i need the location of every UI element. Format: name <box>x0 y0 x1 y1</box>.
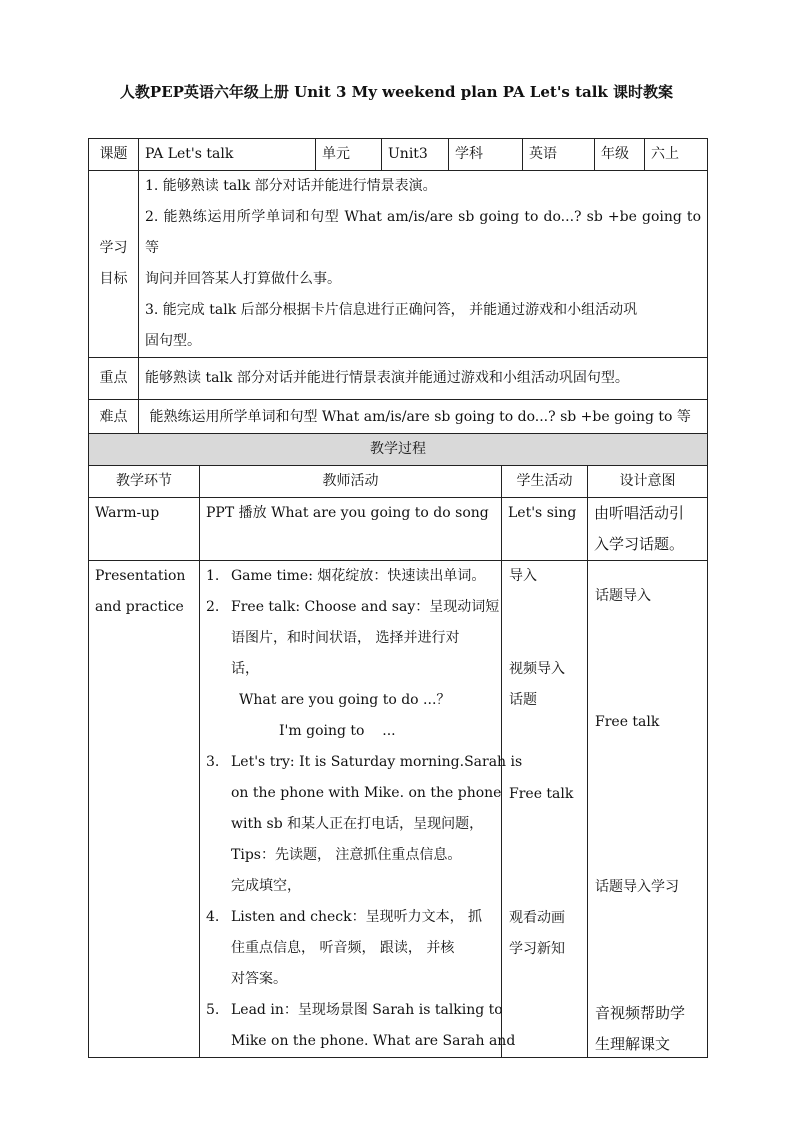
header-row <box>89 139 708 171</box>
presentation-intent <box>588 561 708 1058</box>
process-header: 教学过程 <box>89 434 708 466</box>
grade-label: 年级 <box>595 139 645 171</box>
intent-i4-line1: 音视频帮助学 <box>595 1004 686 1022</box>
item-line: I'm going to ... <box>279 723 396 739</box>
plan-info-table <box>88 138 708 465</box>
item-line: Mike on the phone. What are Sarah and <box>231 1033 516 1049</box>
teacher-activity-item <box>206 716 495 747</box>
objectives-label-line1: 学习 <box>99 240 128 256</box>
item-line: 住重点信息， 听音频， 跟读， 并核 <box>231 940 455 956</box>
item-number: 3. <box>206 754 220 770</box>
warmup-intent-line2: 入学习话题。 <box>594 535 685 553</box>
unit-label: 单元 <box>316 139 382 171</box>
item-line: 完成填空， <box>231 878 301 894</box>
item-line: Lead in：呈现场景图 Sarah is talking to <box>231 1002 503 1018</box>
document-title: 人教PEP英语六年级上册 Unit 3 My weekend plan PA Let's talk 课时教案 <box>119 83 674 101</box>
teacher-activity-item <box>206 561 495 592</box>
presentation-student <box>502 561 588 1058</box>
presentation-stage <box>89 561 200 1058</box>
objective-line: 询问并回答某人打算做什么事。 <box>145 271 341 287</box>
key-point-row <box>89 358 708 400</box>
item-number: 4. <box>206 909 220 925</box>
student-s2-line1: 视频导入 <box>509 661 565 677</box>
presentation-stage-line1: Presentation <box>95 568 186 584</box>
objectives-label-line2: 目标 <box>99 271 128 287</box>
item-line: 语图片，和时间状语， 选择并进行对 <box>231 630 460 646</box>
student-s2-line2: 话题 <box>509 692 537 708</box>
warmup-intent <box>588 498 708 561</box>
intent-i3: 话题导入学习 <box>595 879 679 895</box>
process-header-row <box>89 434 708 466</box>
intent-i1: 话题导入 <box>595 588 651 604</box>
item-line: What are you going to do ...？ <box>239 692 451 708</box>
teacher-activity-item <box>206 747 523 902</box>
objective-line: 1. 能够熟读 talk 部分对话并能进行情景表演。 <box>145 178 437 194</box>
grade-value: 六上 <box>645 139 708 171</box>
col-student: 学生活动 <box>502 466 588 498</box>
warmup-intent-line1: 由听唱活动引 <box>594 504 685 522</box>
difficulty-line: 能熟练运用所学单词和句型 What am/is/are sb going to do...? sb +be going to 等 <box>145 409 691 425</box>
item-line: on the phone with Mike. on the phone <box>231 785 502 801</box>
student-s4-line2: 学习新知 <box>509 941 565 957</box>
item-line: Listen and check：呈现听力文本， 抓 <box>231 909 483 925</box>
item-number: 1. <box>206 568 220 584</box>
teacher-activity-item <box>206 592 500 685</box>
key-point-text: 能够熟读 talk 部分对话并能进行情景表演并能通过游戏和小组活动巩固句型。 <box>139 358 708 400</box>
student-s1: 导入 <box>509 568 537 584</box>
warmup-teacher: PPT 播放 What are you going to do song <box>200 498 502 561</box>
presentation-row <box>89 561 708 1058</box>
objective-line: 固句型。 <box>145 333 201 349</box>
objectives-label <box>89 171 139 358</box>
intent-i4-line2: 生理解课文 <box>595 1035 671 1053</box>
item-line: 话， <box>231 661 259 677</box>
teacher-activity-item <box>206 995 516 1057</box>
col-teacher: 教师活动 <box>200 466 502 498</box>
column-header-row <box>89 466 708 498</box>
presentation-stage-line2: and practice <box>95 599 184 615</box>
warmup-row <box>89 498 708 561</box>
student-s4-line1: 观看动画 <box>509 910 565 926</box>
process-table <box>88 433 708 1058</box>
topic-value: PA Let's talk <box>139 139 316 171</box>
item-line: with sb 和某人正在打电话，呈现问题， <box>231 816 484 832</box>
teacher-activity-item <box>206 902 495 995</box>
unit-value: Unit3 <box>382 139 449 171</box>
student-s3: Free talk <box>509 786 574 802</box>
objectives-row <box>89 171 708 358</box>
difficulty-label: 难点 <box>89 400 139 465</box>
item-line: Tips：先读题， 注意抓住重点信息。 <box>231 847 462 863</box>
warmup-stage: Warm-up <box>89 498 200 561</box>
item-line: Let's try: It is Saturday morning.Sarah is <box>231 754 523 770</box>
objectives-content <box>139 171 708 358</box>
col-stage: 教学环节 <box>89 466 200 498</box>
item-line: Game time: 烟花绽放：快速读出单词。 <box>231 568 486 584</box>
subject-value: 英语 <box>523 139 595 171</box>
col-intent: 设计意图 <box>588 466 708 498</box>
key-point-label: 重点 <box>89 358 139 400</box>
item-number: 2. <box>206 599 220 615</box>
item-number: 5. <box>206 1002 220 1018</box>
item-line: 对答案。 <box>231 971 287 987</box>
objective-line: 3. 能完成 talk 后部分根据卡片信息进行正确问答， 并能通过游戏和小组活动巩 <box>145 302 638 318</box>
intent-i2: Free talk <box>595 714 660 730</box>
objective-line: 2. 能熟练运用所学单词和句型 What am/is/are sb going to do...? sb +be going to 等 <box>145 209 701 256</box>
subject-label: 学科 <box>449 139 523 171</box>
teacher-activity-item <box>206 685 495 716</box>
item-line: Free talk: Choose and say：呈现动词短 <box>231 599 500 615</box>
warmup-student: Let's sing <box>502 498 588 561</box>
topic-label: 课题 <box>89 139 139 171</box>
